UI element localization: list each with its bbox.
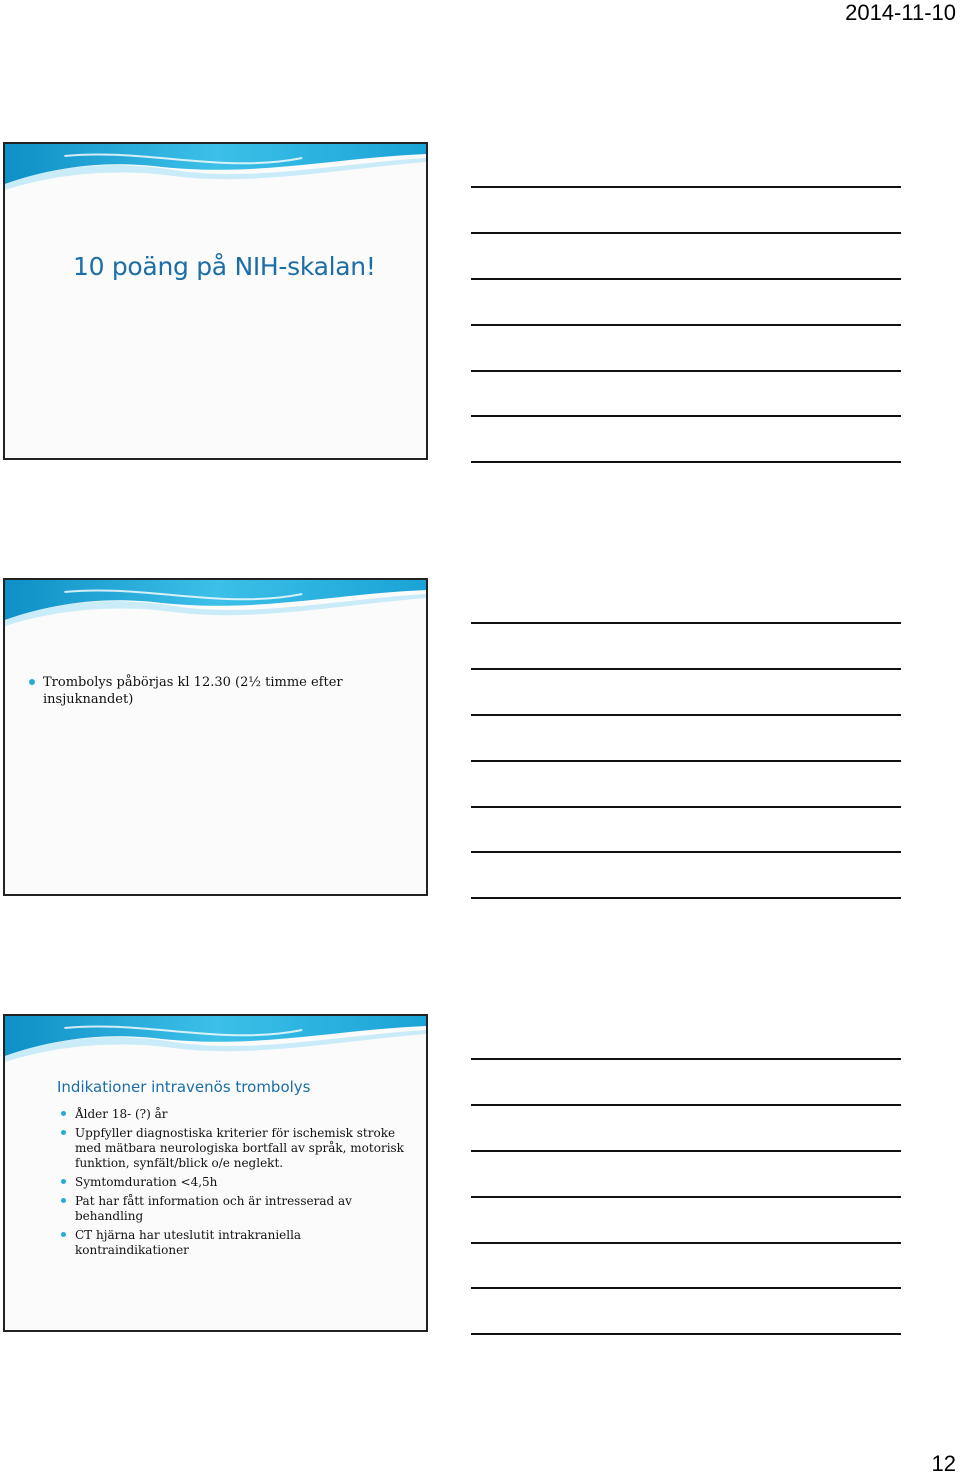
bullet-text: Uppfyller diagnostiska kriterier för ischemisk stroke med mätbara neurologiska bortfall av språk, motorisk funktion, synfält/blick o/e neglekt. [75,1126,404,1170]
list-item [61,1175,413,1190]
note-line [471,1196,901,1198]
note-line [471,232,901,234]
note-line [471,1242,901,1244]
list-item [29,674,359,708]
bullet-text: Ålder 18- (?) år [75,1107,168,1121]
bullet-text: Symtomduration <4,5h [75,1175,218,1189]
bullet-list [61,1107,413,1262]
slide-banner-decoration [5,580,426,630]
list-item [61,1194,413,1224]
bullet-icon [61,1111,66,1116]
bullet-text: CT hjärna har uteslutit intrakraniella kontraindikationer [75,1228,302,1257]
list-item [61,1228,413,1258]
bullet-icon [61,1198,66,1203]
note-line [471,278,901,280]
note-line [471,760,901,762]
note-line [471,1333,901,1335]
bullet-text: Trombolys påbörjas kl 12.30 (2½ timme efter insjuknandet) [43,675,343,707]
note-line [471,897,901,899]
note-line [471,186,901,188]
note-line [471,622,901,624]
note-line [471,415,901,417]
note-line [471,851,901,853]
bullet-icon [29,679,35,685]
print-date: 2014-11-10 [845,0,956,25]
note-line [471,1150,901,1152]
note-line [471,370,901,372]
slide-banner-decoration [5,1016,426,1066]
slide-title: Indikationer intravenös trombolys [57,1078,311,1096]
bullet-icon [61,1130,66,1135]
note-line [471,714,901,716]
list-item [61,1107,413,1122]
slide-2 [3,578,428,896]
bullet-icon [61,1179,66,1184]
note-line [471,324,901,326]
list-item [61,1126,413,1171]
note-line [471,461,901,463]
note-line [471,1104,901,1106]
note-line [471,668,901,670]
slide-3 [3,1014,428,1332]
note-line [471,806,901,808]
bullet-icon [61,1232,66,1237]
page-number: 12 [931,1451,956,1476]
slide-title: 10 poäng på NIH-skalan! [73,252,376,281]
note-line [471,1287,901,1289]
slide-1 [3,142,428,460]
slide-banner-decoration [5,144,426,194]
bullet-list [29,674,359,708]
note-line [471,1058,901,1060]
bullet-text: Pat har fått information och är intresserad av behandling [75,1194,352,1223]
